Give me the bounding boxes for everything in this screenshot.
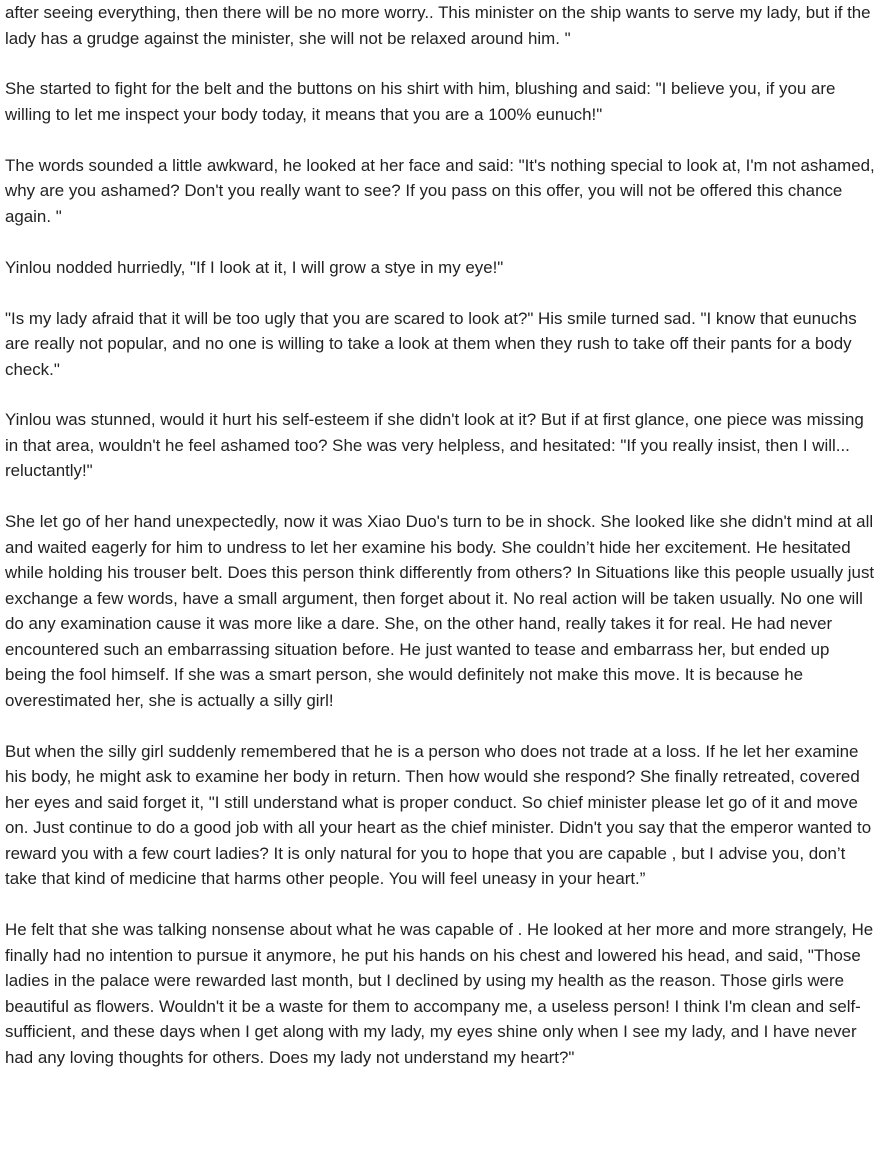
paragraph: "Is my lady afraid that it will be too ugly that you are scared to look at?" His smile turned sad. "I know that eunuchs are really not popular, and no one is willing to take a look at them when they rush to take off their pants for a body check.": [5, 308, 857, 379]
paragraph: Yinlou was stunned, would it hurt his self-esteem if she didn't look at it? But if at first glance, one piece was missing in that area, wouldn't he feel ashamed too? She was very helpless, and hesitated: "If you really insist, then I will... reluctantly!": [5, 410, 864, 481]
paragraph: Yinlou nodded hurriedly, "If I look at it, I will grow a stye in my eye!": [5, 257, 504, 277]
paragraph: She let go of her hand unexpectedly, now it was Xiao Duo's turn to be in shock. She looked like she didn't mind at all and waited eagerly for him to undress to let her examine his body. She couldn’t hide her excitement. He hesitated while holding his trouser belt. Does this person think differently from others? In Situations like this people usually just exchange a few words, have a small argument, then forget about it. No real action will be taken usually. No one will do any examination cause it was more like a dare. She, on the other hand, really takes it for real. He had never encountered such an embarrassing situation before. He just wanted to tease and embarrass her, but ended up being the fool himself. If she was a smart person, she would definitely not make this move. It is because he overestimated her, she is actually a silly girl!: [5, 512, 875, 710]
paragraph: But when the silly girl suddenly remembered that he is a person who does not trade at a loss. If he let her examine his body, he might ask to examine her body in return. Then how would she respond? She finally retreated, covered her eyes and said forget it, "I still understand what is proper conduct. So chief minister please let go of it and move on. Just continue to do a good job with all your heart as the chief minister. Didn't you say that the emperor wanted to reward you with a few court ladies? It is only natural for you to hope that you are capable , but I advise you, don’t take that kind of medicine that harms other people. You will feel uneasy in your heart.”: [5, 741, 872, 889]
paragraph: He felt that she was talking nonsense about what he was capable of . He looked at her more and more strangely, He finally had no intention to pursue it anymore, he put his hands on his chest and lowered his head, and said, "Those ladies in the palace were rewarded last month, but I declined by using my health as the reason. Those girls were beautiful as flowers. Wouldn't it be a waste for them to accompany me, a useless person! I think I'm clean and self-sufficient, and these days when I get along with my lady, my eyes shine only when I see my lady, and I have never had any loving thoughts for others. Does my lady not understand my heart?": [5, 920, 874, 1067]
paragraph: She started to fight for the belt and the buttons on his shirt with him, blushing and said: "I believe you, if you are willing to let me inspect your body today, it means that you are a 100% eunuch!": [5, 79, 836, 124]
paragraph: after seeing everything, then there will be no more worry.. This minister on the ship wants to serve my lady, but if the lady has a grudge against the minister, she will not be relaxed around him. ": [5, 3, 871, 48]
paragraph: The words sounded a little awkward, he looked at her face and said: "It's nothing special to look at, I'm not ashamed, why are you ashamed? Don't you really want to see? If you pass on this offer, you will not be offered this chance again. ": [5, 155, 875, 226]
